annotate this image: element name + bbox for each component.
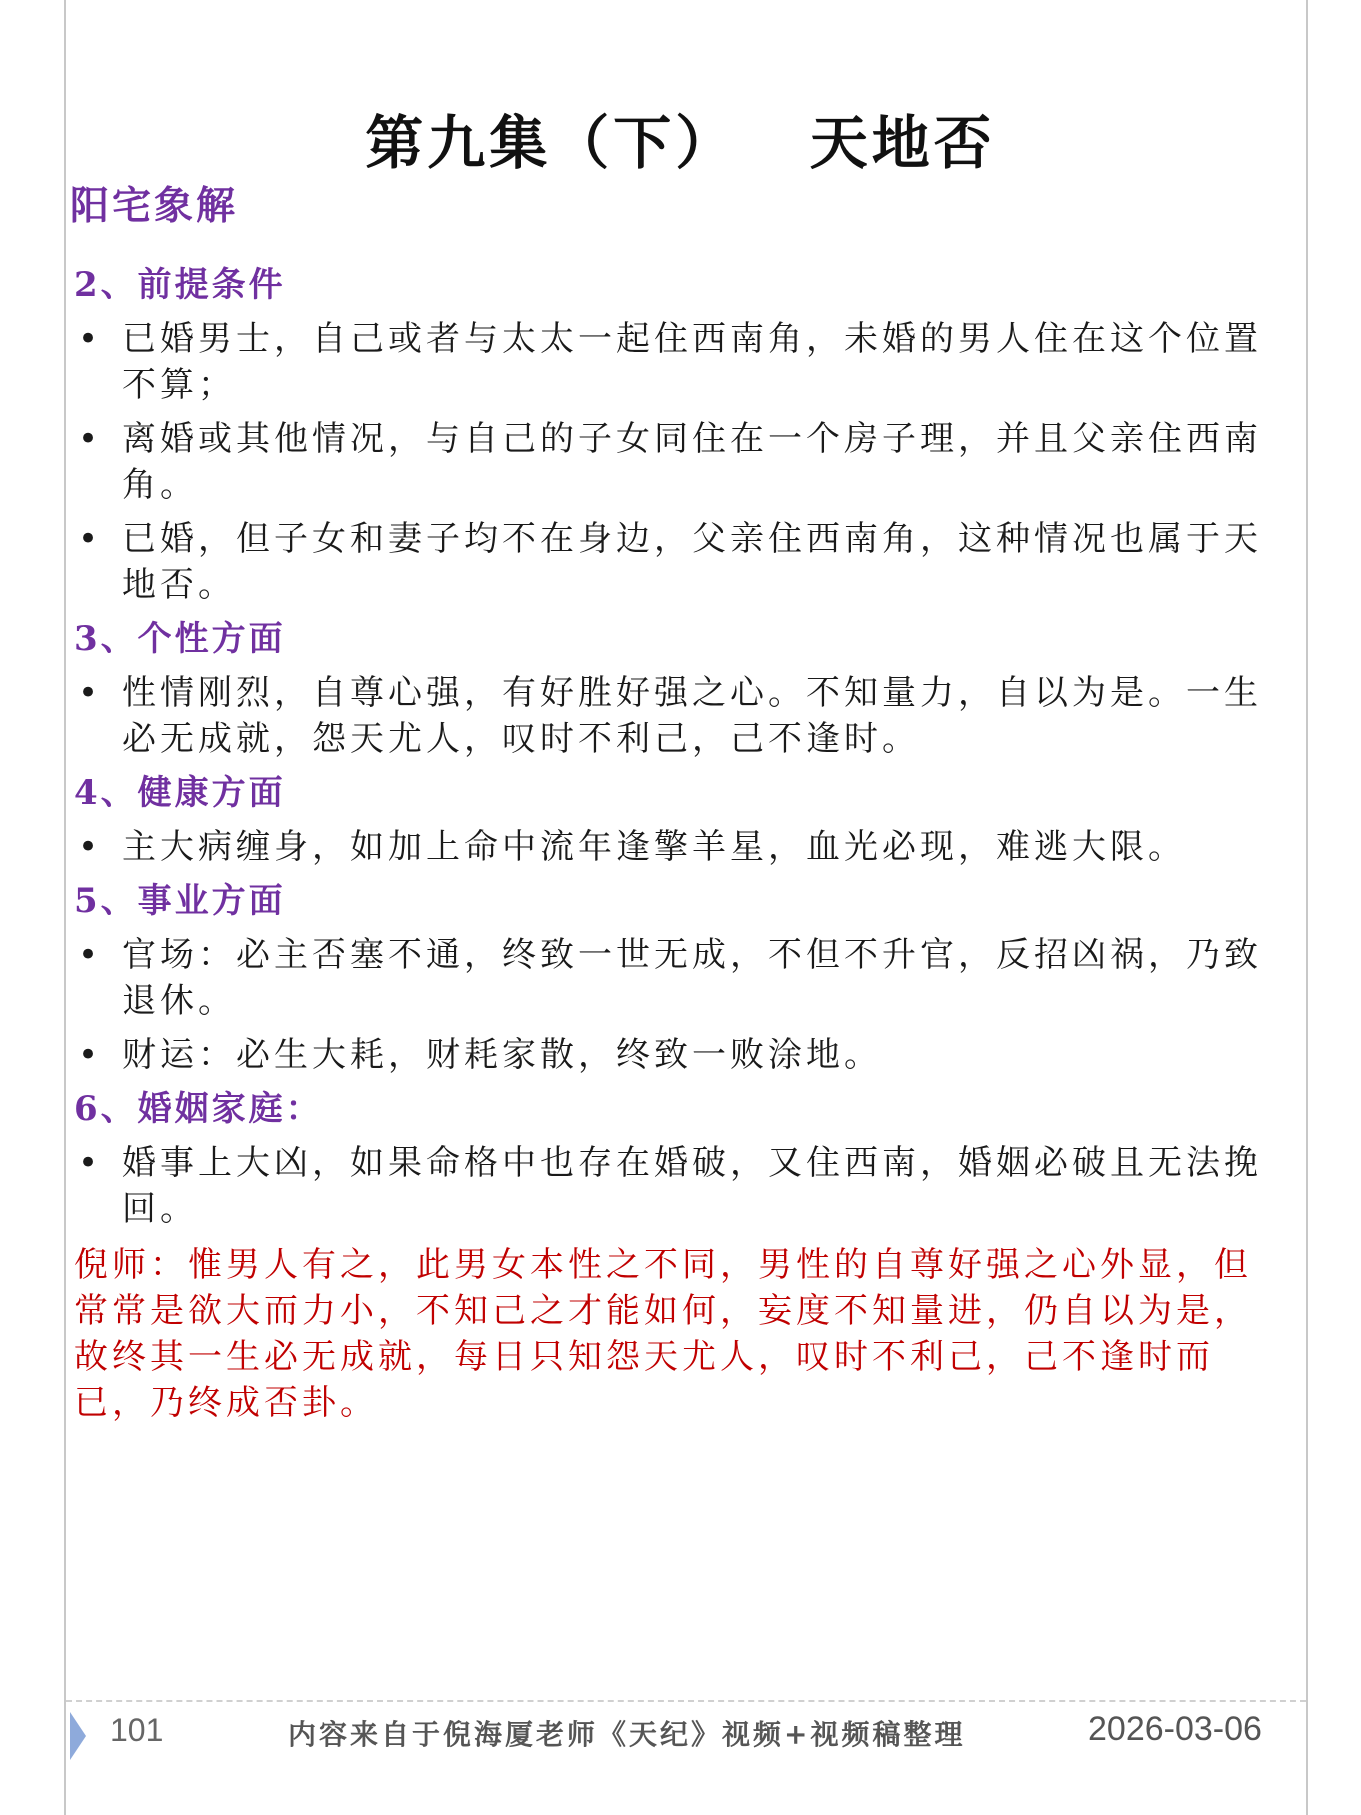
list-item-text: 离婚或其他情况，与自己的子女同住在一个房子理，并且父亲住西南角。	[122, 419, 1262, 505]
footer-date: 2026-03-06	[1088, 1710, 1262, 1748]
list-item	[74, 670, 1284, 762]
section-conditions	[74, 262, 1284, 608]
list-item-text: 婚事上大凶，如果命格中也存在婚破，又住西南，婚姻必破且无法挽回。	[122, 1143, 1262, 1229]
footer-source: 内容来自于倪海厦老师《天纪》视频+视频稿整理	[288, 1718, 966, 1751]
section-heading: 3、个性方面	[74, 619, 286, 659]
footer-divider	[66, 1700, 1306, 1702]
section-heading: 6、婚姻家庭：	[74, 1089, 323, 1129]
list-item	[74, 316, 1284, 408]
bullet-dot-icon: •	[78, 519, 103, 559]
section-health	[74, 770, 1284, 870]
list-item	[74, 416, 1284, 508]
list-item-text: 官场：必主否塞不通，终致一世无成，不但不升官，反招凶祸，乃致退休。	[122, 935, 1262, 1021]
teacher-note: 倪师：惟男人有之，此男女本性之不同，男性的自尊好强之心外显，但常常是欲大而力小，不知己之才能如何，妄度不知量进，仍自以为是，故终其一生必无成就，每日只知怨天尤人，叹时不利己，己不逢时而已，乃终成否卦。	[74, 1245, 1252, 1423]
list-item	[74, 932, 1284, 1024]
list-item	[74, 1140, 1284, 1232]
section-heading: 5、事业方面	[74, 881, 286, 921]
bullet-dot-icon: •	[78, 1143, 103, 1183]
bullet-dot-icon: •	[78, 935, 103, 975]
list-item-text: 已婚男士，自己或者与太太一起住西南角，未婚的男人住在这个位置不算；	[122, 319, 1262, 405]
section-heading: 4、健康方面	[74, 773, 286, 813]
bullet-dot-icon: •	[78, 827, 103, 867]
section-marriage	[74, 1086, 1284, 1232]
bullet-dot-icon: •	[78, 419, 103, 459]
page-border-left	[64, 0, 66, 1815]
page-title: 第九集（下） 天地否	[365, 109, 996, 177]
list-item	[74, 516, 1284, 608]
triangle-right-icon	[70, 1712, 86, 1760]
main-content	[74, 262, 1284, 1426]
list-item	[74, 1032, 1284, 1078]
bullet-dot-icon: •	[78, 319, 103, 359]
page-subtitle: 阳宅象解	[70, 183, 239, 229]
section-heading: 2、前提条件	[74, 265, 286, 305]
list-item-text: 财运：必生大耗，财耗家散，终致一败涂地。	[122, 1035, 882, 1075]
list-item	[74, 824, 1284, 870]
section-personality	[74, 616, 1284, 762]
list-item-text: 主大病缠身，如加上命中流年逢擎羊星，血光必现，难逃大限。	[122, 827, 1186, 867]
bullet-dot-icon: •	[78, 673, 103, 713]
section-career	[74, 878, 1284, 1078]
bullet-dot-icon: •	[78, 1035, 103, 1075]
page-number: 101	[110, 1712, 164, 1748]
page-border-right	[1306, 0, 1308, 1815]
list-item-text: 性情刚烈，自尊心强，有好胜好强之心。不知量力，自以为是。一生必无成就，怨天尤人，叹时不利己，己不逢时。	[122, 673, 1262, 759]
list-item-text: 已婚，但子女和妻子均不在身边，父亲住西南角，这种情况也属于天地否。	[122, 519, 1262, 605]
